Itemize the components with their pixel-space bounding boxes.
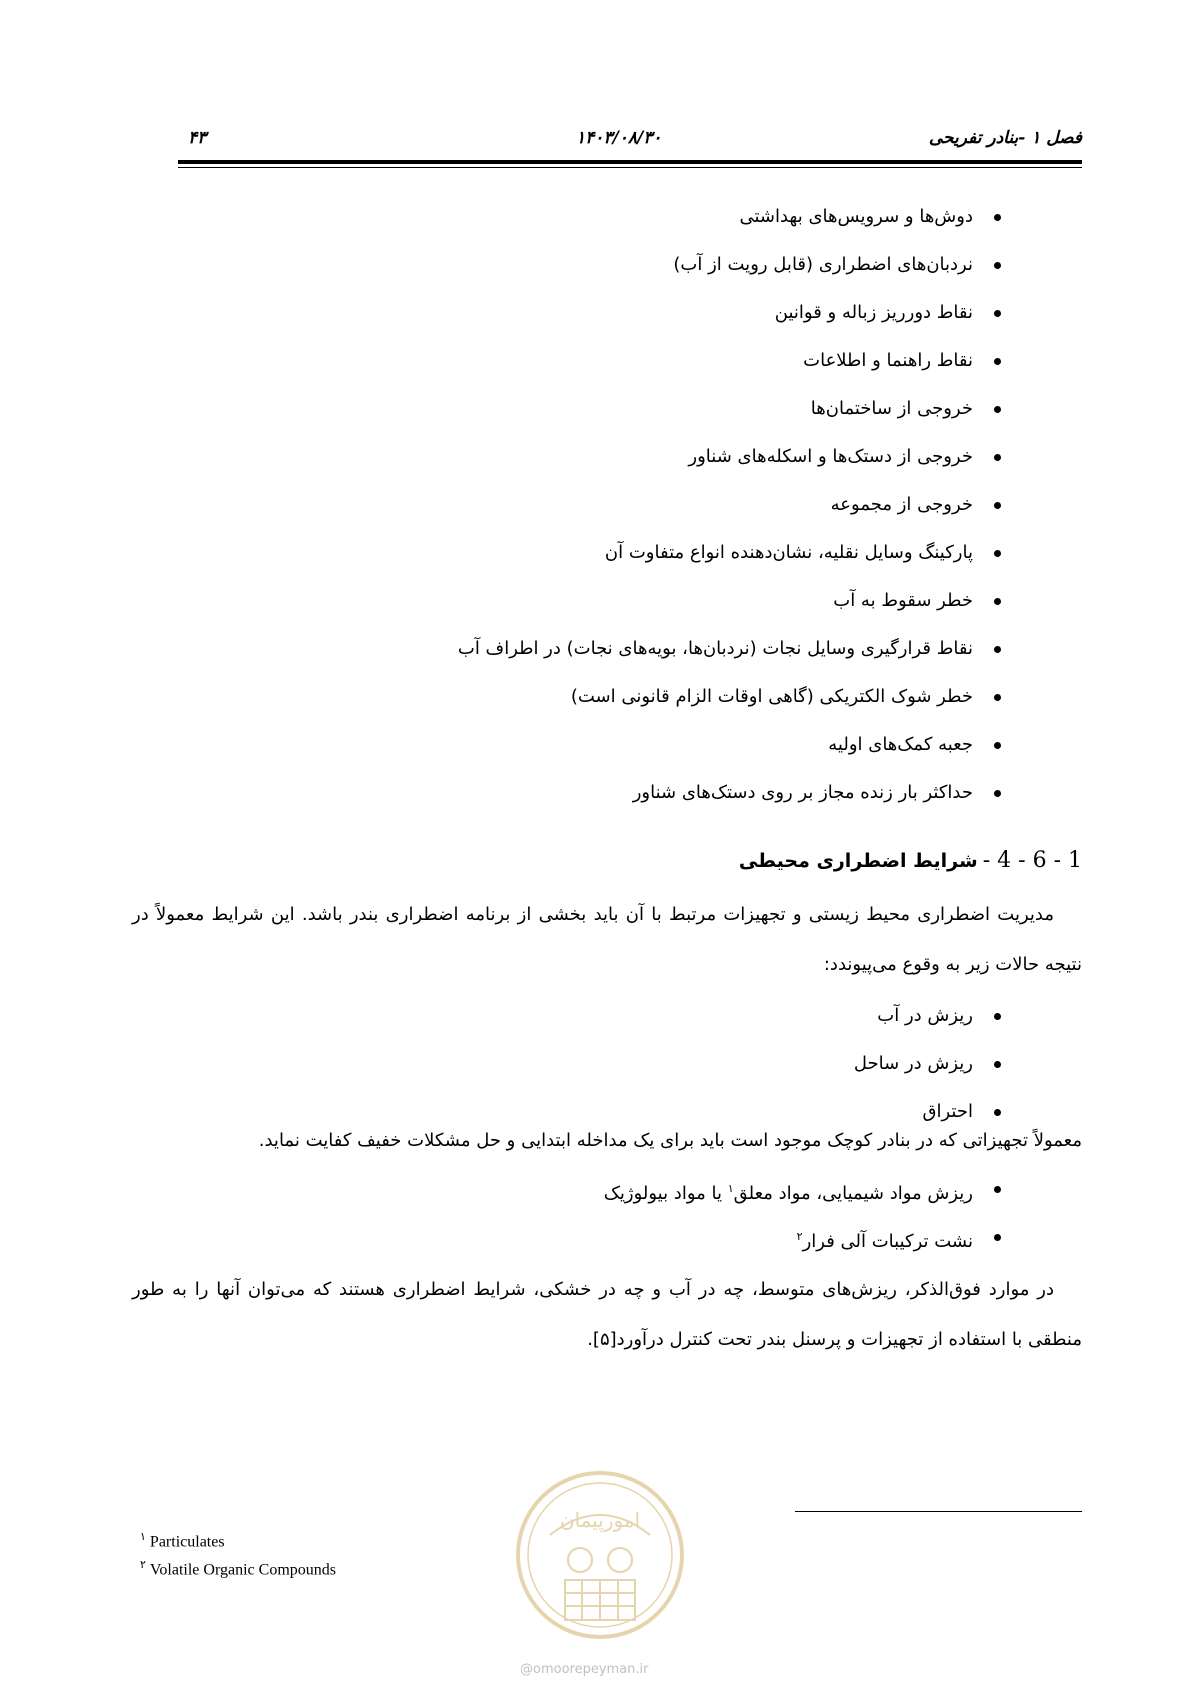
bullet-icon — [994, 214, 1001, 221]
section-heading — [739, 848, 1082, 873]
header-rule-thick — [178, 160, 1082, 164]
page-number: ۴۳ — [188, 128, 207, 148]
bullet-icon — [994, 454, 1001, 461]
paragraph-equipment: معمولاً تجهیزاتی که در بنادر کوچک موجود است باید برای یک مداخله ابتدایی و حل مشکلات خفیف کفایت نماید. — [258, 1130, 1082, 1151]
list-item: خروجی از مجموعه — [121, 481, 1001, 529]
bullet-icon — [994, 358, 1001, 365]
list-item: نقاط قرارگیری وسایل نجات (نردبان‌ها، بویه‌های نجات) در اطراف آب — [121, 625, 1001, 673]
bullet-icon — [994, 1061, 1001, 1068]
paragraph-intro: مدیریت اضطراری محیط زیستی و تجهیزات مرتبط با آن باید بخشی از برنامه اضطراری بندر باشد. این شرایط معمولاً در نتیجه حالات زیر به وقوع می‌پیوندد: — [132, 904, 1082, 975]
list-item: ریزش مواد شیمیایی، مواد معلق$^۱$ یا مواد بیولوژیک — [121, 1165, 1001, 1213]
footnote-2: $^۲$ Volatile Organic Compounds — [140, 1559, 336, 1579]
spill-types-list — [121, 992, 1001, 1136]
header-date: ۱۴۰۳/۰۸/۳۰ — [576, 128, 662, 148]
watermark-seal-icon — [510, 1465, 690, 1665]
list-item: پارکینگ وسایل نقلیه، نشان‌دهنده انواع متفاوت آن — [121, 529, 1001, 577]
bullet-icon — [994, 742, 1001, 749]
bullet-icon — [994, 694, 1001, 701]
paragraph-conclusion: در موارد فوق‌الذکر، ریزش‌های متوسط، چه در آب و چه در خشکی، شرایط اضطراری هستند که می‌توان آنها را به طور منطقی با استفاده از تجهیزات و پرسنل بندر تحت کنترل درآورد[۵]. — [132, 1279, 1082, 1350]
section-number: 1 - 6 - 4 - — [982, 848, 1082, 873]
list-item: خطر شوک الکتریکی (گاهی اوقات الزام قانونی است) — [121, 673, 1001, 721]
list-item: نردبان‌های اضطراری (قابل رویت از آب) — [121, 241, 1001, 289]
bullet-icon — [994, 406, 1001, 413]
header-rule-thin — [178, 167, 1082, 168]
bullet-icon — [994, 262, 1001, 269]
footnote-1: $^۱$ Particulates — [140, 1531, 225, 1551]
bullet-icon — [994, 598, 1001, 605]
bullet-icon — [994, 1186, 1001, 1193]
list-item: خروجی از دستک‌ها و اسکله‌های شناور — [121, 433, 1001, 481]
list-item: خروجی از ساختمان‌ها — [121, 385, 1001, 433]
chapter-title: فصل ۱ -بنادر تفریحی — [928, 128, 1082, 148]
list-item: نقاط دورریز زباله و قوانین — [121, 289, 1001, 337]
list-item: جعبه کمک‌های اولیه — [121, 721, 1001, 769]
list-item: ریزش در آب — [121, 992, 1001, 1040]
footnote-separator — [795, 1511, 1082, 1512]
bullet-icon — [994, 1013, 1001, 1020]
list-item: نقاط راهنما و اطلاعات — [121, 337, 1001, 385]
list-item: خطر سقوط به آب — [121, 577, 1001, 625]
signage-list — [121, 193, 1001, 817]
bullet-icon — [994, 646, 1001, 653]
bullet-icon — [994, 310, 1001, 317]
hazard-list — [121, 1165, 1001, 1261]
watermark-url: @omoorepeyman.ir — [520, 1662, 649, 1677]
bullet-icon — [994, 550, 1001, 557]
bullet-icon — [994, 1109, 1001, 1116]
bullet-icon — [994, 790, 1001, 797]
list-item: دوش‌ها و سرویس‌های بهداشتی — [121, 193, 1001, 241]
bullet-icon — [994, 1234, 1001, 1241]
list-item: احتراق — [121, 1088, 1001, 1136]
footnote-ref[interactable]: ۲ — [796, 1230, 803, 1243]
bullet-icon — [994, 502, 1001, 509]
section-title: شرایط اضطراری محیطی — [738, 850, 978, 872]
list-item: نشت ترکیبات آلی فرار$^۲$ — [121, 1213, 1001, 1261]
list-item: حداکثر بار زنده مجاز بر روی دستک‌های شناور — [121, 769, 1001, 817]
list-item: ریزش در ساحل — [121, 1040, 1001, 1088]
page-header — [178, 128, 1082, 154]
footnote-ref[interactable]: ۱ — [727, 1182, 734, 1195]
seal-logo-text: امورپیمان — [559, 1508, 641, 1532]
